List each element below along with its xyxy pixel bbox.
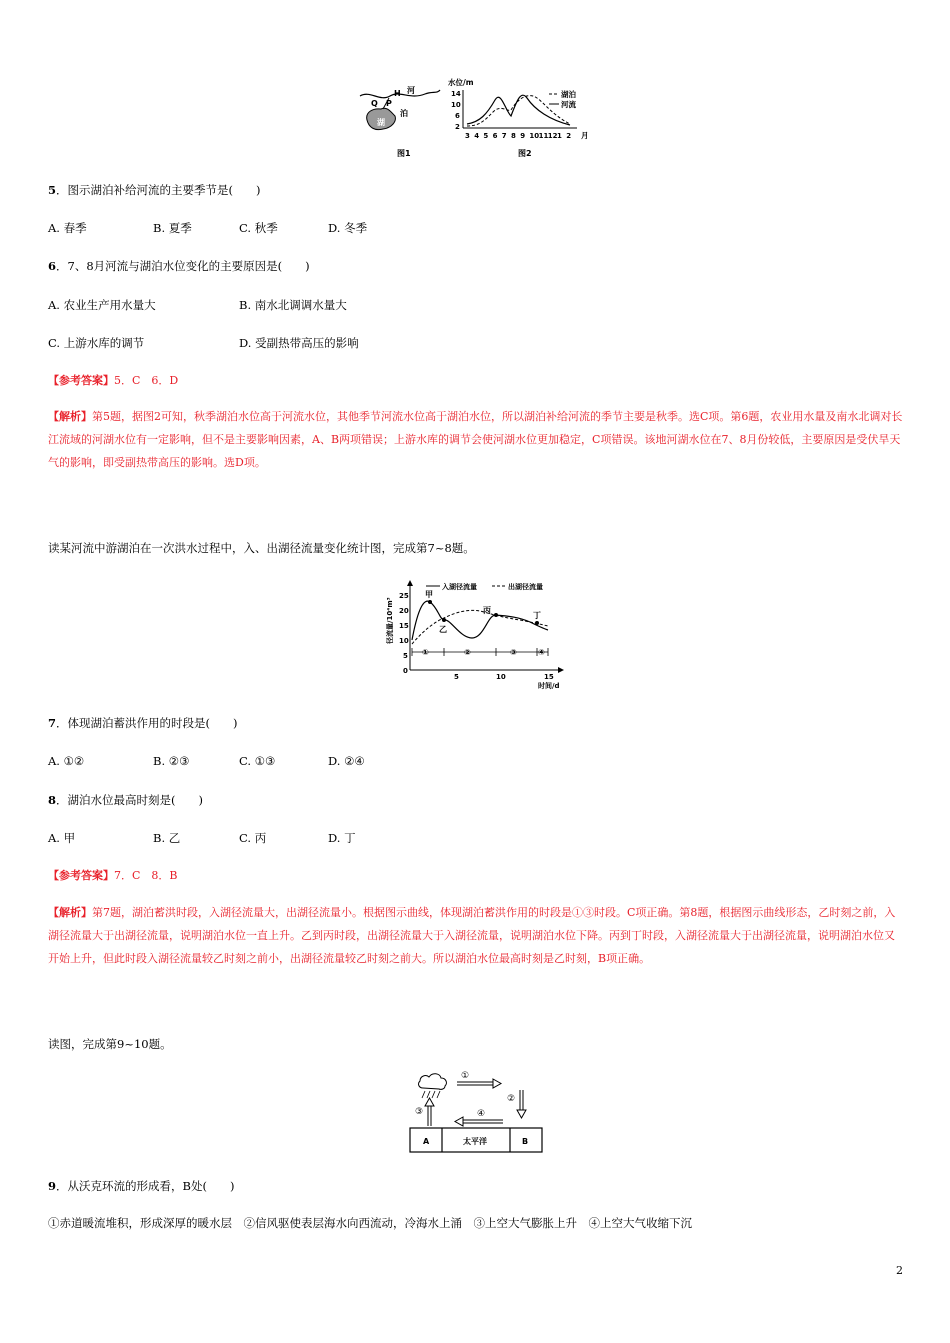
arrow-label-2: ② bbox=[507, 1094, 516, 1104]
fig2-ytick-10: 10 bbox=[451, 101, 461, 109]
answer-label: 【参考答案】 bbox=[48, 869, 114, 882]
flow-ytick-0: 0 bbox=[403, 667, 408, 675]
question-7: 7．体现湖泊蓄洪作用的时段是( ) bbox=[48, 716, 238, 730]
fig2-xtick: 11 bbox=[538, 132, 549, 140]
question-text: 7、8月河流与湖泊水位变化的主要原因是( ) bbox=[67, 259, 310, 273]
flow-xtick-5: 5 bbox=[454, 673, 459, 681]
question-9: 9．从沃克环流的形成看，B处( ) bbox=[48, 1179, 235, 1193]
map-label-q: Q bbox=[371, 99, 378, 108]
answer-7-8 bbox=[48, 868, 178, 884]
explanation-text: 第7题，湖泊蓄洪时段，入湖径流量大，出湖径流量小。根据图示曲线，体现湖泊蓄洪作用的时段是①③时段。C项正确。第8题，根据图示曲线形态，乙时刻之前，入湖径流量大于出湖径流量，说明湖泊水位一直上升。乙到丙时段，出湖径流量大于入湖径流量，说明湖泊水位下降。丙到丁时段，入湖径流量大于出湖径流量，说明湖泊水位又开始上升，但此时段入湖径流量较乙时刻之前小，出湖径流量较乙时刻之前大。所以湖泊水位最高时刻是乙时刻，B项正确。 bbox=[48, 906, 896, 965]
intro-7-8: 读某河流中游湖泊在一次洪水过程中，入、出湖径流量变化统计图，完成第7~8题。 bbox=[48, 541, 475, 555]
fig2-xtick: 4 bbox=[474, 132, 480, 140]
fig2-ylabel: 水位/m bbox=[448, 78, 474, 87]
fig2-xtick: 7 bbox=[501, 132, 507, 140]
fig2-xtick: 2 bbox=[566, 132, 572, 140]
fig2-caption: 图2 bbox=[518, 149, 532, 158]
figure-lake-runoff bbox=[380, 578, 575, 690]
fig2-legend-lake: 湖泊 bbox=[561, 90, 576, 99]
page-number: 2 bbox=[896, 1264, 903, 1277]
cloud-rain-icon bbox=[419, 1074, 447, 1098]
fig2-xtick: 8 bbox=[511, 132, 516, 140]
q8-option-c: C. 丙 bbox=[239, 831, 267, 845]
flow-ytick-25: 25 bbox=[399, 592, 409, 600]
fig2-ytick-6: 6 bbox=[455, 112, 460, 120]
point-yi: 乙 bbox=[439, 625, 447, 634]
explanation-5-6 bbox=[48, 405, 903, 474]
q8-option-b: B. 乙 bbox=[153, 831, 181, 845]
period-1: ① bbox=[422, 648, 429, 657]
question-8: 8．湖泊水位最高时刻是( ) bbox=[48, 793, 203, 807]
flow-ytick-15: 15 bbox=[399, 622, 409, 630]
q7-option-b: B. ②③ bbox=[153, 754, 190, 768]
intro-9-10: 读图，完成第9~10题。 bbox=[48, 1037, 172, 1051]
fig2-xtick: 1 bbox=[557, 132, 562, 140]
q5-option-b: B. 夏季 bbox=[153, 221, 192, 235]
box-b: B bbox=[522, 1137, 529, 1146]
question-number: 9 bbox=[48, 1179, 57, 1193]
q6-option-d: D. 受副热带高压的影响 bbox=[239, 336, 359, 350]
answer-text: 7．C 8．B bbox=[114, 869, 178, 882]
explanation-7-8 bbox=[48, 901, 903, 970]
map-label-hu: 湖 bbox=[377, 118, 385, 127]
point-ding: 丁 bbox=[533, 611, 541, 620]
flow-legend-in: 入湖径流量 bbox=[442, 583, 477, 591]
fig2-ytick-14: 14 bbox=[451, 90, 461, 98]
question-number: 6 bbox=[48, 259, 57, 273]
question-text: 图示湖泊补给河流的主要季节是( ) bbox=[67, 183, 261, 197]
q6-option-b: B. 南水北调调水量大 bbox=[239, 298, 347, 312]
period-3: ③ bbox=[510, 648, 517, 657]
q5-option-d: D. 冬季 bbox=[328, 221, 368, 235]
flow-xtick-10: 10 bbox=[496, 673, 506, 681]
fig2-ytick-2: 2 bbox=[455, 123, 460, 131]
q5-option-a: A. 春季 bbox=[48, 221, 87, 235]
question-6: 6．7、8月河流与湖泊水位变化的主要原因是( ) bbox=[48, 259, 310, 273]
question-5: 5．图示湖泊补给河流的主要季节是( ) bbox=[48, 183, 261, 197]
flow-xtick-15: 15 bbox=[544, 673, 554, 681]
flow-xlabel: 时间/d bbox=[538, 682, 560, 690]
fig2-xtick: 12 bbox=[547, 132, 558, 140]
question-number: 7 bbox=[48, 716, 57, 730]
map-label-po: 泊 bbox=[400, 109, 408, 118]
arrow-label-3: ③ bbox=[415, 1107, 424, 1117]
fig2-xtick: 5 bbox=[483, 132, 489, 140]
explanation-text: 第5题，据图2可知，秋季湖泊水位高于河流水位，其他季节河流水位高于湖泊水位，所以湖泊补给河流的季节主要是秋季。选C项。第6题，农业用水量及南水北调对长江流域的河湖水位有一定影响，但不是主要影响因素，A、B两项错误；上游水库的调节会使河湖水位更加稳定，C项错误。该地河湖水位在7、8月份较低，主要原因是受伏旱天气的影响，即受副热带高压的影响。选D项。 bbox=[48, 410, 903, 469]
q6-option-a: A. 农业生产用水量大 bbox=[48, 298, 156, 312]
flow-legend-out: 出湖径流量 bbox=[508, 583, 543, 591]
arrow-label-1: ① bbox=[461, 1071, 470, 1081]
fig2-xtick: 6 bbox=[492, 132, 498, 140]
question-text: 从沃克环流的形成看，B处( ) bbox=[67, 1179, 235, 1193]
answer-label: 【参考答案】 bbox=[48, 374, 114, 387]
question-number: 5 bbox=[48, 183, 57, 197]
q7-option-a: A. ①② bbox=[48, 754, 85, 768]
flow-ytick-10: 10 bbox=[399, 637, 409, 645]
question-text: 湖泊水位最高时刻是( ) bbox=[67, 793, 203, 807]
q7-option-c: C. ①③ bbox=[239, 754, 276, 768]
box-pacific: 太平洋 bbox=[463, 1137, 487, 1146]
fig1-caption: 图1 bbox=[397, 149, 411, 158]
flow-ylabel: 径流量/10⁴m³ bbox=[386, 597, 394, 644]
period-2: ② bbox=[464, 648, 471, 657]
box-a: A bbox=[423, 1137, 430, 1146]
period-4: ④ bbox=[538, 648, 545, 657]
figure-lake-river bbox=[355, 76, 605, 160]
q7-option-d: D. ②④ bbox=[328, 754, 365, 768]
q5-option-c: C. 秋季 bbox=[239, 221, 278, 235]
q6-option-c: C. 上游水库的调节 bbox=[48, 336, 145, 350]
explanation-label: 【解析】 bbox=[48, 906, 92, 919]
explanation-label: 【解析】 bbox=[48, 410, 92, 423]
answer-5-6 bbox=[48, 373, 178, 389]
map-label-p: P bbox=[386, 99, 392, 108]
point-jia: 甲 bbox=[425, 590, 433, 599]
fig2-xtick: 9 bbox=[520, 132, 526, 140]
q9-choices: ①赤道暖流堆积，形成深厚的暖水层 ②信风驱使表层海水向西流动，冷海水上涌 ③上空大气膨胀上升 ④上空大气收缩下沉 bbox=[48, 1216, 692, 1230]
point-bing: 丙 bbox=[483, 606, 491, 615]
question-number: 8 bbox=[48, 793, 57, 807]
fig2-legend-river: 河流 bbox=[561, 100, 576, 109]
question-text: 体现湖泊蓄洪作用的时段是( ) bbox=[67, 716, 238, 730]
q8-option-d: D. 丁 bbox=[328, 831, 356, 845]
answer-text: 5．C 6．D bbox=[114, 374, 179, 387]
map-label-river: 河 bbox=[407, 86, 415, 95]
fig2-xtick: 10 bbox=[529, 132, 540, 140]
map-label-h: H bbox=[394, 89, 401, 98]
flow-ytick-5: 5 bbox=[403, 652, 408, 660]
arrow-label-4: ④ bbox=[477, 1109, 486, 1119]
fig2-xtick: 3 bbox=[465, 132, 470, 140]
q8-option-a: A. 甲 bbox=[48, 831, 76, 845]
fig2-xunit: 月 bbox=[581, 131, 589, 140]
figure-walker-circulation bbox=[405, 1068, 547, 1154]
flow-ytick-20: 20 bbox=[399, 607, 409, 615]
